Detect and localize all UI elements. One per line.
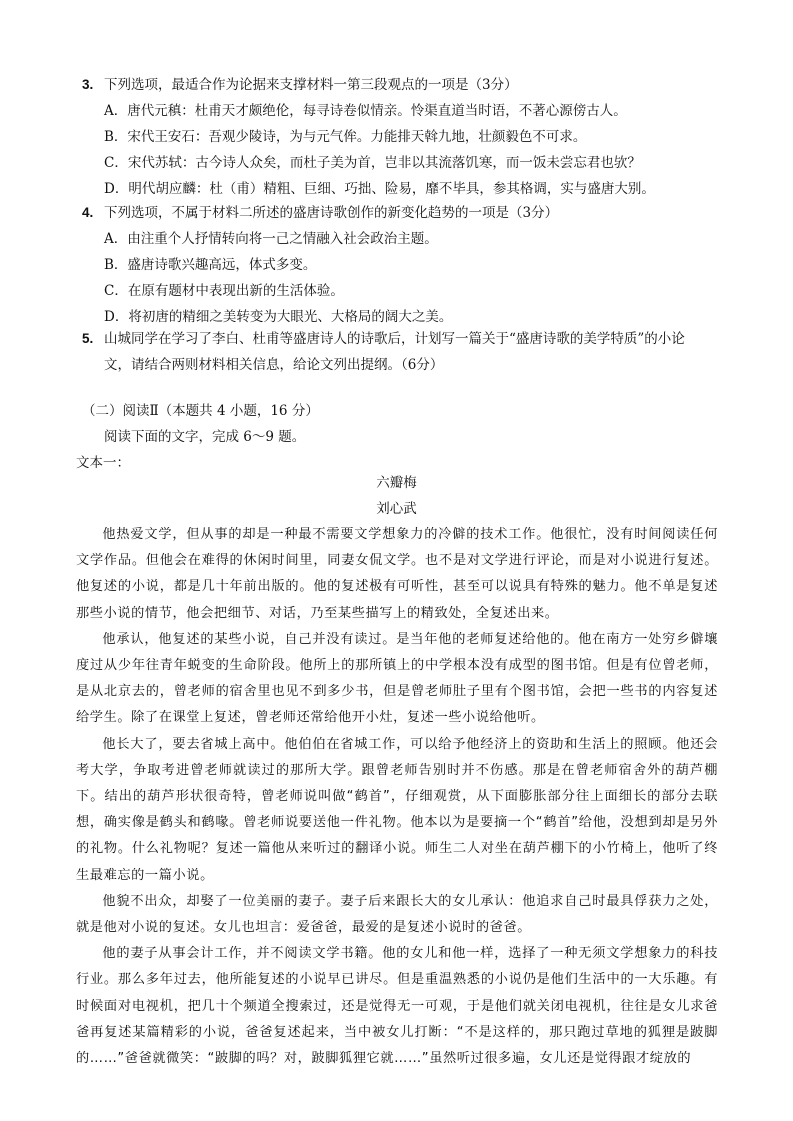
section-instruction: 阅读下面的文字，完成 6～9 题。 — [104, 429, 306, 445]
story-author: 刘心武 — [376, 501, 417, 517]
story-paragraph: 他的妻子从事会计工作，并不阅读文学书籍。他的女儿和他一样，选择了一种无须文学想象力的科技行业。那么多年过去，他所能复述的小说早已讲尽。但是重温熟悉的小说仍是他们生活中的一大乐趣。有时候面对电视机，把几十个频道全搜索过，还是觉得无一可观，于是他们就关闭电视机，往往是女儿求爸爸再复述某篇精彩的小说，爸爸复述起来，当中被女儿打断：“不是这样的，那只跑过草地的狐狸是跛脚的……”爸爸就微笑：“跛脚的吗？对，跛脚狐狸它就……”虽然听过很多遍，女儿还是觉得跟才绽放的 — [76, 946, 718, 1067]
option-b: B．宋代王安石：吾观少陵诗，为与元气侔。力能排天斡九地，壮颜毅色不可求。 — [104, 129, 587, 145]
question-stem: 下列选项，最适合作为论据来支撑材料一第三段观点的一项是（3分） — [104, 77, 518, 93]
option-b: B．盛唐诗歌兴趣高远，体式多变。 — [104, 257, 317, 273]
story-title: 六瓣梅 — [376, 475, 417, 491]
option-a: A．唐代元稹：杜甫天才颇绝伦，每寻诗卷似情亲。怜渠直道当时语，不著心源傍古人。 — [104, 103, 627, 119]
question-stem: 下列选项，不属于材料二所述的盛唐诗歌创作的新变化趋势的一项是（3分） — [104, 205, 559, 221]
story-body — [76, 522, 718, 1072]
option-c: C．在原有题材中表现出新的生活体验。 — [104, 283, 344, 299]
option-d: D．明代胡应麟：杜（甫）精粗、巨细、巧拙、险易，靡不毕具，参其格调，实与盛唐大别。 — [104, 181, 655, 197]
question-stem-line-1: 山城同学在学习了李白、杜甫等盛唐诗人的诗歌后，计划写一篇关于“盛唐诗歌的美学特质”的小论 — [104, 331, 685, 347]
question-4 — [82, 200, 722, 330]
question-number: 3. — [82, 77, 94, 92]
question-number: 4. — [82, 205, 94, 220]
text-label: 文本一： — [76, 455, 130, 471]
question-number: 5. — [82, 331, 94, 346]
story-paragraph: 他承认，他复述的某些小说，自己并没有读过。是当年他的老师复述给他的。他在南方一处穷乡僻壤度过从少年往青年蜕变的生命阶段。他所上的那所镇上的中学根本没有成型的图书馆。但是有位曾老师，是从北京去的，曾老师的宿舍里也见不到多少书，但是曾老师肚子里有个图书馆，会把一些书的内容复述给学生。除了在课堂上复述，曾老师还常给他开小灶，复述一些小说给他听。 — [76, 631, 718, 726]
story-paragraph: 他貌不出众，却娶了一位美丽的妻子。妻子后来跟长大的女儿承认：他追求自己时最具俘获力之处，就是他对小说的复述。女儿也坦言：爱爸爸，最爱的是复述小说时的爸爸。 — [76, 893, 718, 936]
option-d: D．将初唐的精细之美转变为大眼光、大格局的阔大之美。 — [104, 309, 453, 325]
option-c: C．宋代苏轼：古今诗人众矣，而杜子美为首，岂非以其流落饥寒，而一饭未尝忘君也欤？ — [104, 155, 641, 171]
question-5 — [82, 326, 722, 378]
story-paragraph: 他长大了，要去省城上高中。他伯伯在省城工作，可以给予他经济上的资助和生活上的照顾。他还会考大学，争取考进曾老师就读过的那所大学。跟曾老师告别时并不伤感。那是在曾老师宿舍外的葫芦棚下。结出的葫芦形状很奇特，曾老师说叫做“鹤首”，仔细观赏，从下面膨胀部分往上面细长的部分去联想，确实像是鹤头和鹤喙。曾老师说要送他一件礼物。他本以为是要摘一个“鹤首”给他，没想到却是另外的礼物。什么礼物呢？复述一篇他从来听过的翻译小说。师生二人对坐在葫芦棚下的小竹椅上，他听了终生最难忘的一篇小说。 — [76, 736, 718, 883]
question-3 — [82, 72, 722, 202]
story-paragraph: 他热爱文学，但从事的却是一种最不需要文学想象力的冷僻的技术工作。他很忙，没有时间阅读任何文学作品。但他会在难得的休闲时间里，同妻女侃文学。也不是对文学进行评论，而是对小说进行复述。他复述的小说，都是几十年前出版的。他的复述极有可听性，甚至可以说具有特殊的魅力。他不单是复述那些小说的情节，他会把细节、对话，乃至某些描写上的精致处，全复述出来。 — [76, 527, 718, 621]
question-stem-line-2: 文，请结合两则材料相关信息，给论文列出提纲。（6分） — [104, 357, 444, 373]
section-heading: （二）阅读Ⅱ（本题共 4 小题，16 分） — [82, 403, 319, 419]
option-a: A．由注重个人抒情转向将一己之情融入社会政治主题。 — [104, 231, 438, 247]
